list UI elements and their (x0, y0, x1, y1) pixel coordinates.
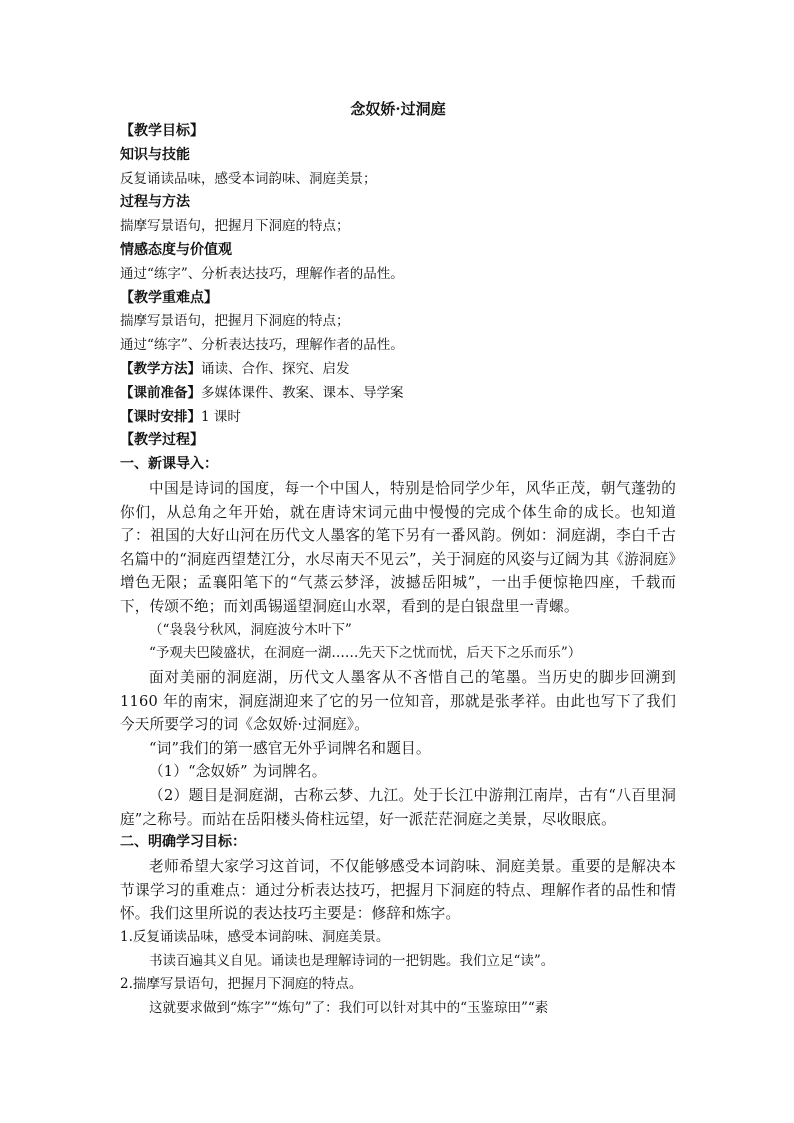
prep-row (120, 382, 676, 406)
emotion-text: 通过“练字”、分析表达技巧，理解作者的品性。 (120, 265, 404, 282)
section2-heading: 二、明确学习目标： (120, 834, 246, 851)
section1-paragraph-2: 面对美丽的洞庭湖，历代文人墨客从不吝惜自己的笔墨。当历史的脚步回溯到 1160 年的南宋，洞庭湖迎来了它的另一位知音，那就是张孝祥。由此也写下了我们今天所要学习的词《念奴娇·过洞庭》。 (120, 669, 676, 734)
document-page (120, 98, 676, 1021)
knowledge-title: 知识与技能 (120, 146, 190, 163)
goal-item-1-text: 书读百遍其义自见。诵读也是理解诗词的一把钥匙。我们立足“读”。 (149, 952, 555, 969)
process-text: 揣摩写景语句，把握月下洞庭的特点； (120, 218, 350, 235)
section2-paragraph-1: 老师希望大家学习这首词，不仅能够感受本词韵味、洞庭美景。重要的是解决本节课学习的重难点：通过分析表达技巧，把握月下洞庭的特点、理解作者的品性和情怀。我们这里所说的表达技巧主要是：修辞和炼字。 (120, 858, 676, 923)
method-text: 诵读、合作、探究、启发 (201, 360, 350, 377)
goal-item-1: 1.反复诵读品味，感受本词韵味、洞庭美景。 (120, 928, 390, 945)
quote-2: “予观夫巴陵盛状，在洞庭一湖……先天下之忧而忧，后天下之乐而乐”） (149, 645, 582, 662)
emotion-title: 情感态度与价值观 (120, 241, 232, 258)
schedule-text: 1 课时 (201, 408, 241, 425)
goal-item-2-text: 这就要求做到“炼字”“炼句”了：我们可以针对其中的“玉鉴琼田”“素 (149, 1000, 549, 1017)
process-header: 【教学过程】 (120, 432, 204, 449)
key-point-2: 通过“练字”、分析表达技巧，理解作者的品性。 (120, 337, 404, 354)
quote-1: （“袅袅兮秋风，洞庭波兮木叶下” (149, 621, 352, 638)
section1-heading: 一、新课导入： (120, 456, 218, 473)
method-row (120, 358, 676, 382)
schedule-label: 【课时安排】 (120, 408, 201, 425)
method-label: 【教学方法】 (120, 360, 201, 377)
section1-paragraph-4: （1）“念奴娇” 为词牌名。 (149, 763, 327, 781)
document-title: 念奴娇·过洞庭 (350, 100, 446, 118)
process-title: 过程与方法 (120, 194, 190, 211)
prep-text: 多媒体课件、教案、课本、导学案 (201, 384, 404, 401)
goal-item-2: 2.揣摩写景语句，把握月下洞庭的特点。 (120, 976, 363, 993)
key-points-header: 【教学重难点】 (120, 289, 218, 306)
section1-paragraph-3: “词”我们的第一感官无外乎词牌名和题目。 (149, 739, 431, 757)
knowledge-text: 反复诵读品味，感受本词韵味、洞庭美景； (120, 170, 377, 187)
key-point-1: 揣摩写景语句，把握月下洞庭的特点； (120, 313, 350, 330)
objectives-header: 【教学目标】 (120, 123, 204, 139)
schedule-row (120, 406, 676, 430)
prep-label: 【课前准备】 (120, 384, 201, 401)
section1-paragraph-1: 中国是诗词的国度，每一个中国人，特别是恰同学少年，风华正茂，朝气蓬勃的你们，从总角之年开始，就在唐诗宋词元曲中慢慢的完成个体生命的成长。也知道了：祖国的大好山河在历代文人墨客的笔下另有一番风韵。例如：洞庭湖，李白千古名篇中的“洞庭西望楚江分，水尽南天不见云”，关于洞庭的风姿与辽阔为其《游洞庭》增色无限；孟襄阳笔下的“气蒸云梦泽，波撼岳阳城”，一出手便惊艳四座，千载而下，传颂不绝；而刘禹锡遥望洞庭山水翠，看到的是白银盘里一青螺。 (120, 479, 676, 615)
section1-paragraph-5: （2）题目是洞庭湖，古称云梦、九江。处于长江中游荆江南岸，古有“八百里洞庭”之称号。而站在岳阳楼头倚柱远望，好一派茫茫洞庭之美景，尽收眼底。 (120, 787, 676, 828)
